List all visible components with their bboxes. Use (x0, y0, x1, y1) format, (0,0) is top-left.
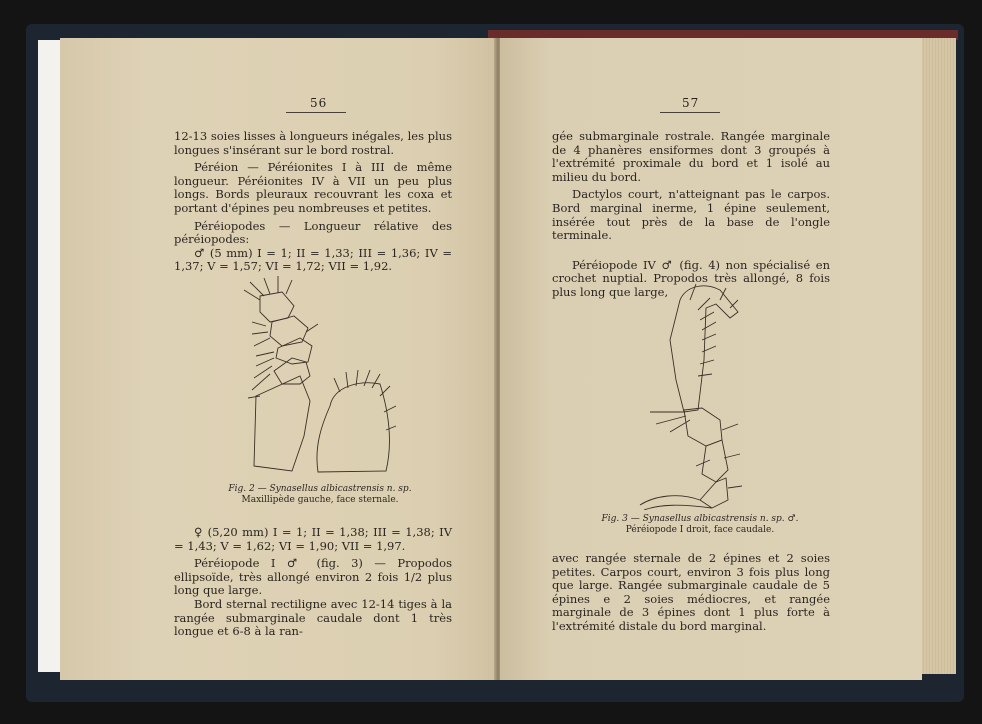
page-number-right: 57 (682, 96, 700, 110)
paragraph: ♂ (5 mm) I = 1; II = 1,33; III = 1,36; IV = 1,37; V = 1,57; VI = 1,72; VII = 1,92. (174, 245, 452, 274)
caption-line: Fig. 2 — Synasellus albicastrensis n. sp. (228, 484, 412, 494)
caption-line: Maxillipède gauche, face sternale. (241, 495, 399, 505)
paragraph: Bord sternal rectiligne avec 12-14 tiges à la rangée submarginale caudale dont 1 très longue et 6-8 à la ran- (174, 596, 452, 639)
left-page (60, 38, 498, 680)
paragraph: gée submarginale rostrale. Rangée marginale de 4 phanères ensiformes dont 3 groupés à l'extrémité proximale du bord et 1 isolé au milieu du bord. (552, 129, 830, 184)
paper-strip (38, 40, 60, 672)
right-figure-caption (570, 514, 830, 536)
right-page (500, 38, 922, 680)
paragraph: Dactylos court, n'atteignant pas le carpos. Bord marginal inerme, 1 épine seulement, insérée tout près de la base de l'ongle terminale. (552, 187, 830, 243)
maxilliped-figure (230, 266, 410, 481)
caption-line: Péréiopode I droit, face caudale. (625, 525, 775, 535)
paragraph: avec rangée sternale de 2 épines et 2 soies petites. Carpos court, environ 3 fois plus long que large. Rangée submarginale caudale de 5 épines e 2 soies médiocres, et rangée marginale de 3 épines dont 1 plus forte à l'extrémité distale du bord marginal. (552, 551, 830, 633)
left-text-top (174, 130, 452, 278)
left-figure-caption (190, 484, 450, 506)
paragraph: Péréiopodes — Longueur rélative des péréiopodes: (174, 218, 452, 247)
left-text-bottom (174, 526, 452, 643)
paragraph: ♀ (5,20 mm) I = 1; II = 1,38; III = 1,38; IV = 1,43; V = 1,62; VI = 1,90; VII = 1,97. (174, 525, 452, 553)
page-number-left: 56 (310, 96, 328, 110)
right-text-bottom (552, 552, 830, 638)
paragraph: Péréiopode IV ♂ (fig. 4) non spécialisé en crochet nuptial. Propodos très allongé, 8 fois plus long que large, (552, 257, 830, 299)
page-edges (922, 38, 956, 674)
paragraph: 12-13 soies lisses à longueurs inégales, les plus longues s'insérant sur le bord rostral. (174, 129, 452, 157)
paragraph: Péréiopode I ♂ (fig. 3) — Propodos ellipsoïde, très allongé environ 2 fois 1/2 plus long que large. (174, 556, 452, 598)
page-number-rule-left (286, 112, 346, 113)
page-number-rule-right (660, 112, 720, 113)
paragraph: Péréion — Péréionites I à III de même longueur. Péréionites IV à VII un peu plus longs. Bords pleuraux recouvrant les coxa et portant d'épines peu nombreuses et petites. (174, 160, 452, 215)
caption-line: Fig. 3 — Synasellus albicastrensis n. sp. ♂. (601, 514, 799, 524)
pereiopod-figure (630, 260, 760, 510)
